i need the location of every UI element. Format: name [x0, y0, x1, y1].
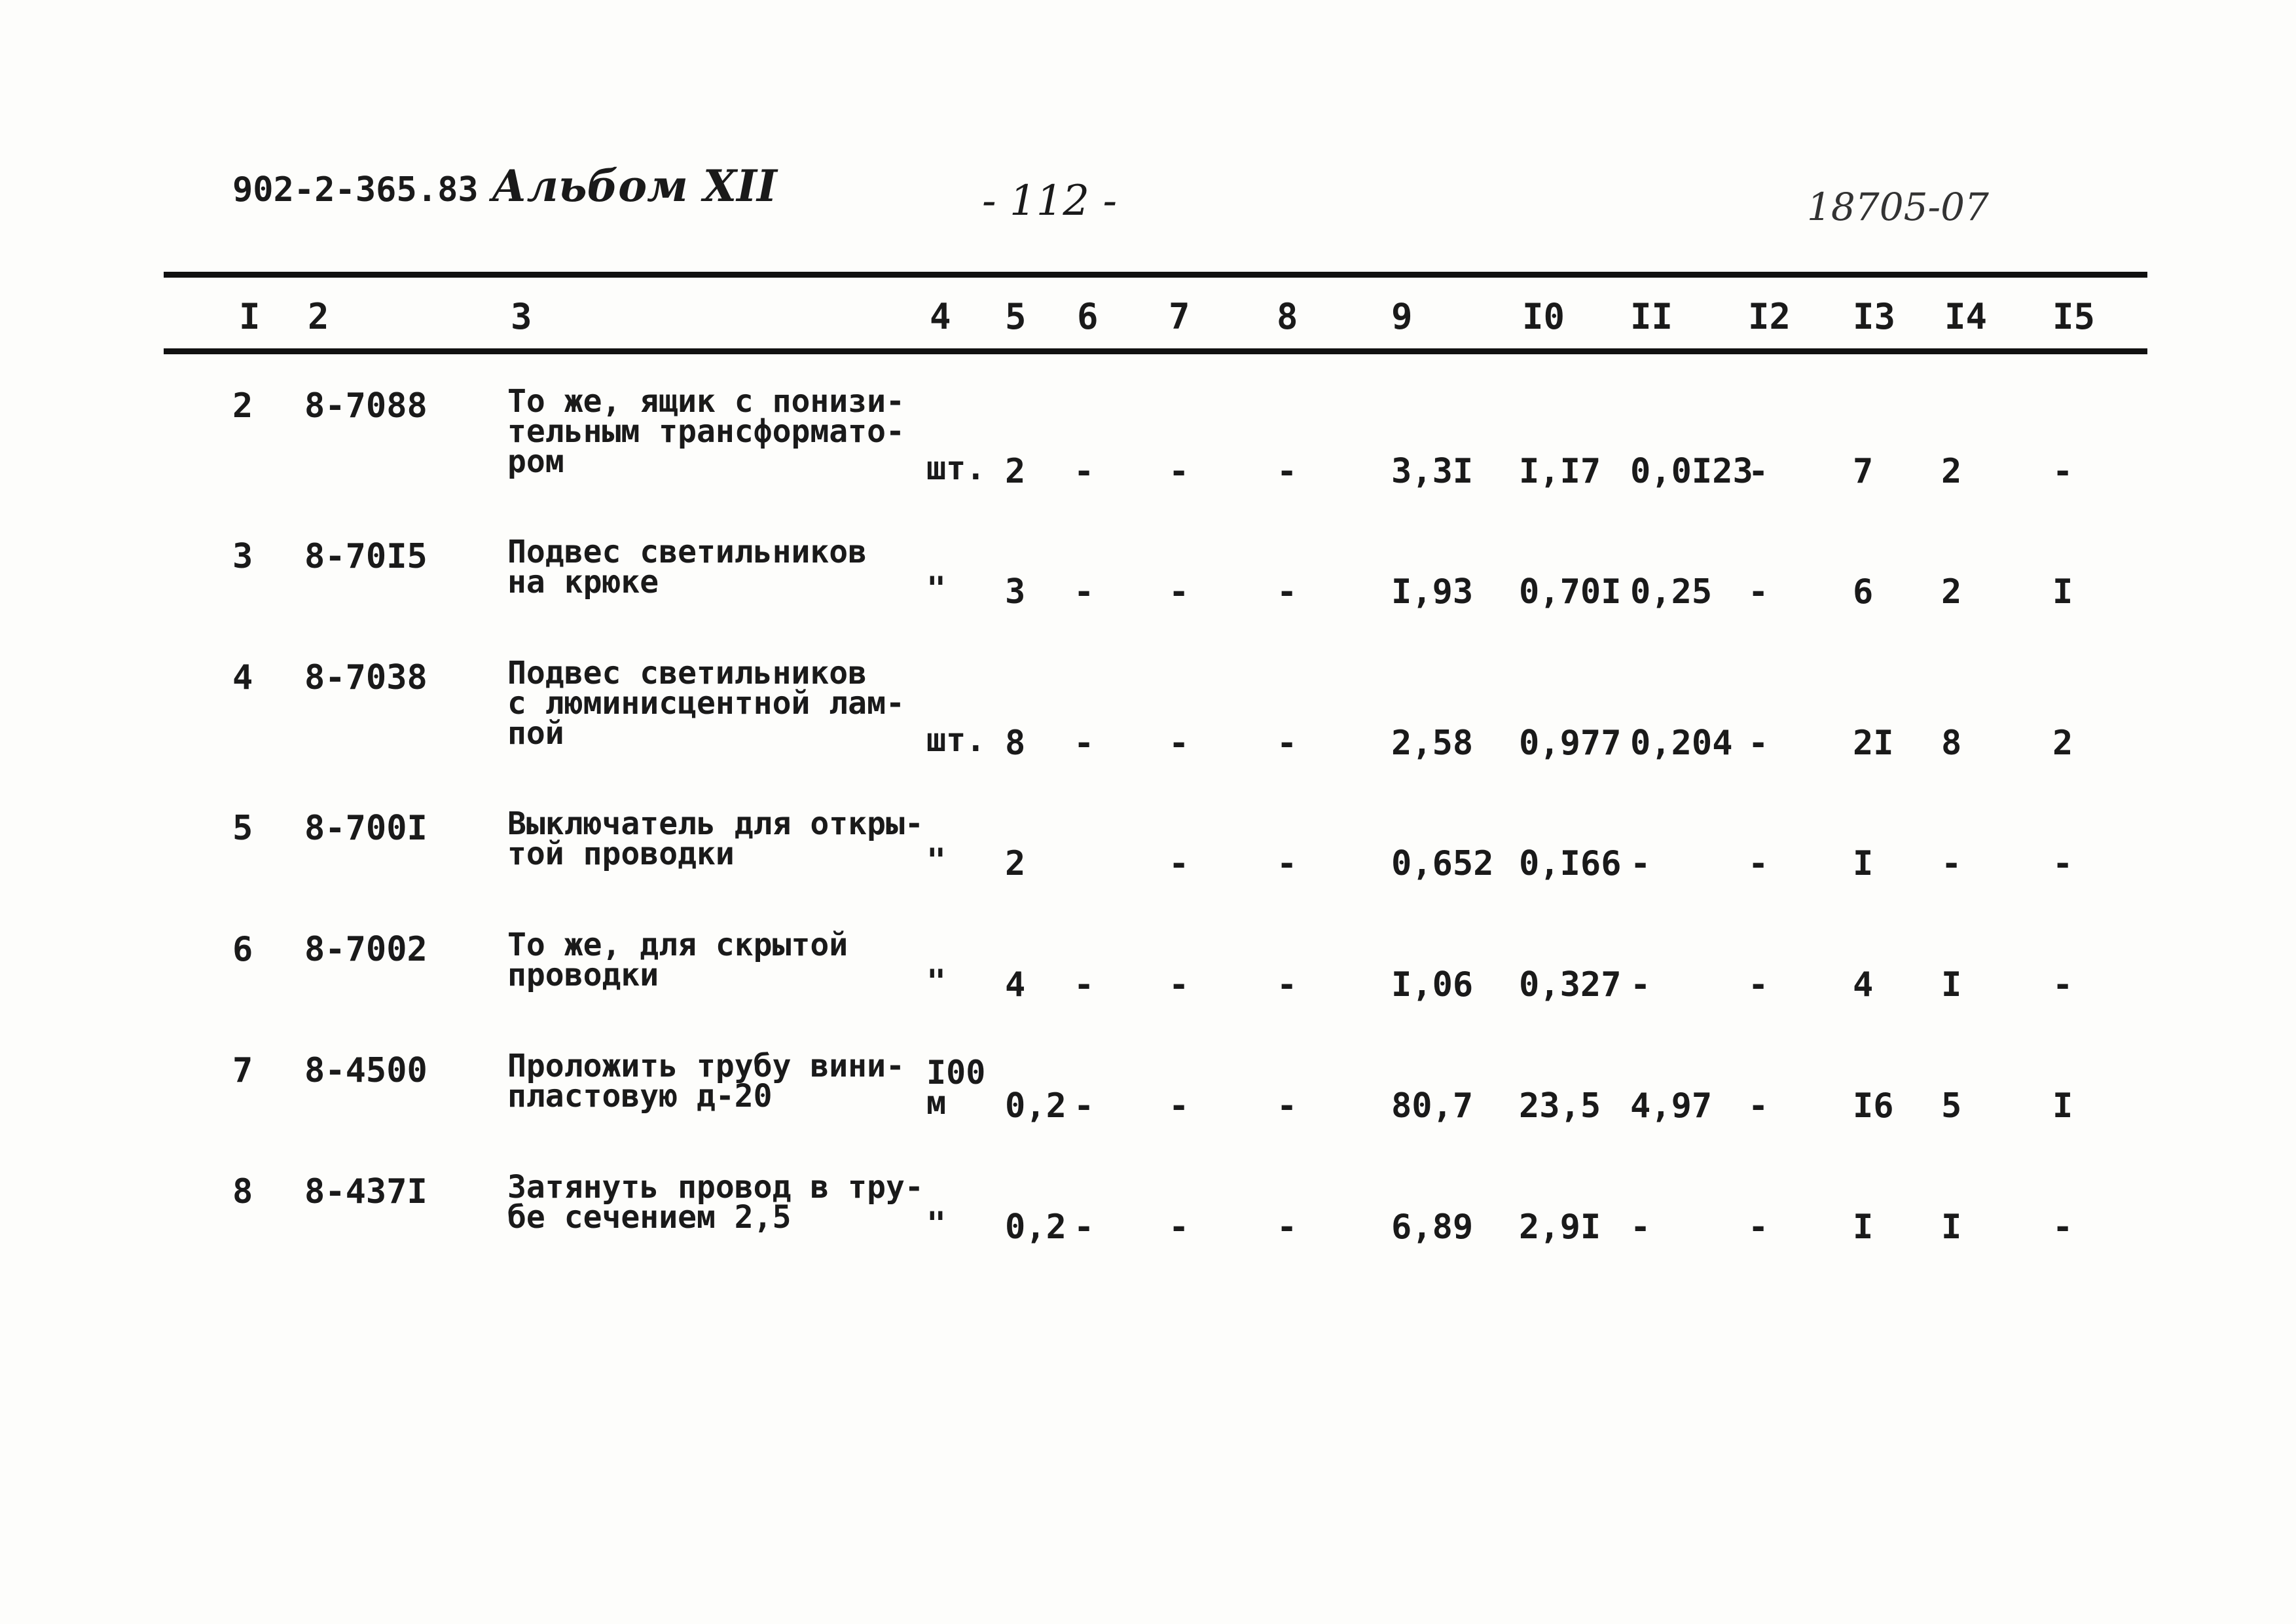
value-col-14: 8	[1941, 724, 1962, 763]
value-col-9: 2,58	[1391, 724, 1474, 763]
value-col-7: -	[1169, 965, 1190, 1005]
column-header-5: 5	[1005, 296, 1027, 337]
work-description: Затянуть провод в тру- бе сечением 2,5	[507, 1169, 924, 1236]
value-col-15: -	[2052, 844, 2073, 883]
value-col-12: -	[1748, 452, 1769, 491]
value-col-12: -	[1748, 1086, 1769, 1126]
value-col-5: 2	[1005, 844, 1026, 883]
value-col-7: -	[1169, 572, 1190, 612]
value-col-14: 5	[1941, 1086, 1962, 1126]
value-col-6: -	[1074, 1208, 1095, 1247]
norm-code: 8-4500	[304, 1051, 428, 1090]
value-col-12: -	[1748, 965, 1769, 1005]
value-col-13: I	[1853, 1208, 1874, 1247]
norm-code: 8-70I5	[304, 537, 428, 576]
unit-of-measure: шт.	[926, 449, 986, 487]
value-col-11: 0,25	[1630, 572, 1713, 612]
work-description: Проложить трубу вини- пластовую д-20	[507, 1048, 905, 1115]
value-col-6: -	[1074, 724, 1095, 763]
value-col-8: -	[1277, 724, 1298, 763]
value-col-7: -	[1169, 724, 1190, 763]
value-col-11: 0,0I23	[1630, 452, 1753, 491]
unit-of-measure: I00 м	[926, 1054, 986, 1122]
album-label	[232, 160, 777, 212]
value-col-9: I,93	[1391, 572, 1474, 612]
value-col-11: -	[1630, 965, 1651, 1005]
value-col-15: I	[2052, 572, 2073, 612]
unit-of-measure: "	[926, 841, 947, 879]
value-col-15: I	[2052, 1086, 2073, 1126]
column-header-2: 2	[308, 296, 329, 337]
value-col-8: -	[1277, 844, 1298, 883]
row-number: 8	[232, 1172, 253, 1211]
value-col-11: 4,97	[1630, 1086, 1713, 1126]
value-col-9: 80,7	[1391, 1086, 1474, 1126]
unit-of-measure: "	[926, 1205, 947, 1243]
column-header-4: 4	[930, 296, 951, 337]
value-col-5: 2	[1005, 452, 1026, 491]
column-header-7: 7	[1169, 296, 1190, 337]
norm-code: 8-7088	[304, 386, 428, 426]
norm-code: 8-7038	[304, 658, 428, 697]
value-col-5: 0,2	[1005, 1208, 1066, 1247]
column-header-10: I0	[1522, 296, 1565, 337]
value-col-13: 6	[1853, 572, 1874, 612]
value-col-5: 8	[1005, 724, 1026, 763]
value-col-9: 6,89	[1391, 1208, 1474, 1247]
value-col-13: I6	[1853, 1086, 1894, 1126]
work-description: Подвес светильников с люминисцентной лам- пой	[507, 655, 905, 752]
value-col-6: -	[1074, 965, 1095, 1005]
value-col-14: I	[1941, 1208, 1962, 1247]
value-col-12: -	[1748, 844, 1769, 883]
value-col-9: I,06	[1391, 965, 1474, 1005]
row-number: 5	[232, 809, 253, 848]
value-col-7: -	[1169, 844, 1190, 883]
value-col-15: -	[2052, 452, 2073, 491]
archive-number: 18705-07	[1807, 185, 1989, 229]
value-col-12: -	[1748, 1208, 1769, 1247]
value-col-13: 4	[1853, 965, 1874, 1005]
row-number: 2	[232, 386, 253, 426]
column-header-15: I5	[2052, 296, 2096, 337]
row-number: 7	[232, 1051, 253, 1090]
value-col-10: 0,70I	[1519, 572, 1622, 612]
value-col-9: 0,652	[1391, 844, 1494, 883]
value-col-6: -	[1074, 1086, 1095, 1126]
album-name: Альбом XII	[491, 160, 777, 212]
value-col-14: -	[1941, 844, 1962, 883]
value-col-8: -	[1277, 572, 1298, 612]
work-description: Выключатель для откры- той проводки	[507, 805, 924, 872]
value-col-10: 0,977	[1519, 724, 1622, 763]
value-col-11: -	[1630, 1208, 1651, 1247]
row-number: 6	[232, 930, 253, 969]
work-description: То же, ящик с понизи- тельным трансформато- ром	[507, 383, 905, 480]
value-col-5: 4	[1005, 965, 1026, 1005]
table-top-rule	[164, 272, 2147, 278]
column-header-6: 6	[1077, 296, 1099, 337]
value-col-12: -	[1748, 724, 1769, 763]
value-col-6: -	[1074, 452, 1095, 491]
unit-of-measure: шт.	[926, 721, 986, 759]
value-col-14: 2	[1941, 572, 1962, 612]
project-code: 902-2-365.83	[232, 170, 479, 210]
value-col-5: 3	[1005, 572, 1026, 612]
value-col-8: -	[1277, 965, 1298, 1005]
value-col-9: 3,3I	[1391, 452, 1474, 491]
table-header-rule	[164, 348, 2147, 354]
page-number: - 112 -	[982, 177, 1118, 225]
value-col-15: -	[2052, 1208, 2073, 1247]
row-number: 3	[232, 537, 253, 576]
value-col-14: 2	[1941, 452, 1962, 491]
value-col-13: I	[1853, 844, 1874, 883]
value-col-8: -	[1277, 452, 1298, 491]
value-col-7: -	[1169, 1208, 1190, 1247]
norm-code: 8-437I	[304, 1172, 428, 1211]
value-col-8: -	[1277, 1208, 1298, 1247]
value-col-10: I,I7	[1519, 452, 1601, 491]
value-col-7: -	[1169, 452, 1190, 491]
value-col-5: 0,2	[1005, 1086, 1066, 1126]
value-col-11: -	[1630, 844, 1651, 883]
value-col-15: -	[2052, 965, 2073, 1005]
norm-code: 8-700I	[304, 809, 428, 848]
value-col-15: 2	[2052, 724, 2073, 763]
column-header-8: 8	[1277, 296, 1298, 337]
column-header-1: I	[239, 296, 261, 337]
value-col-14: I	[1941, 965, 1962, 1005]
value-col-13: 2I	[1853, 724, 1894, 763]
work-description: Подвес светильников на крюке	[507, 534, 867, 600]
unit-of-measure: "	[926, 963, 947, 1001]
unit-of-measure: "	[926, 570, 947, 608]
work-description: То же, для скрытой проводки	[507, 927, 848, 993]
norm-code: 8-7002	[304, 930, 428, 969]
value-col-7: -	[1169, 1086, 1190, 1126]
value-col-13: 7	[1853, 452, 1874, 491]
column-header-9: 9	[1391, 296, 1413, 337]
value-col-6: -	[1074, 572, 1095, 612]
column-header-13: I3	[1853, 296, 1896, 337]
column-header-14: I4	[1944, 296, 1988, 337]
row-number: 4	[232, 658, 253, 697]
column-header-12: I2	[1748, 296, 1791, 337]
value-col-10: 2,9I	[1519, 1208, 1601, 1247]
column-header-3: 3	[511, 296, 532, 337]
value-col-11: 0,204	[1630, 724, 1733, 763]
column-header-11: II	[1630, 296, 1673, 337]
value-col-8: -	[1277, 1086, 1298, 1126]
value-col-12: -	[1748, 572, 1769, 612]
value-col-10: 0,I66	[1519, 844, 1622, 883]
value-col-10: 0,327	[1519, 965, 1622, 1005]
value-col-10: 23,5	[1519, 1086, 1601, 1126]
